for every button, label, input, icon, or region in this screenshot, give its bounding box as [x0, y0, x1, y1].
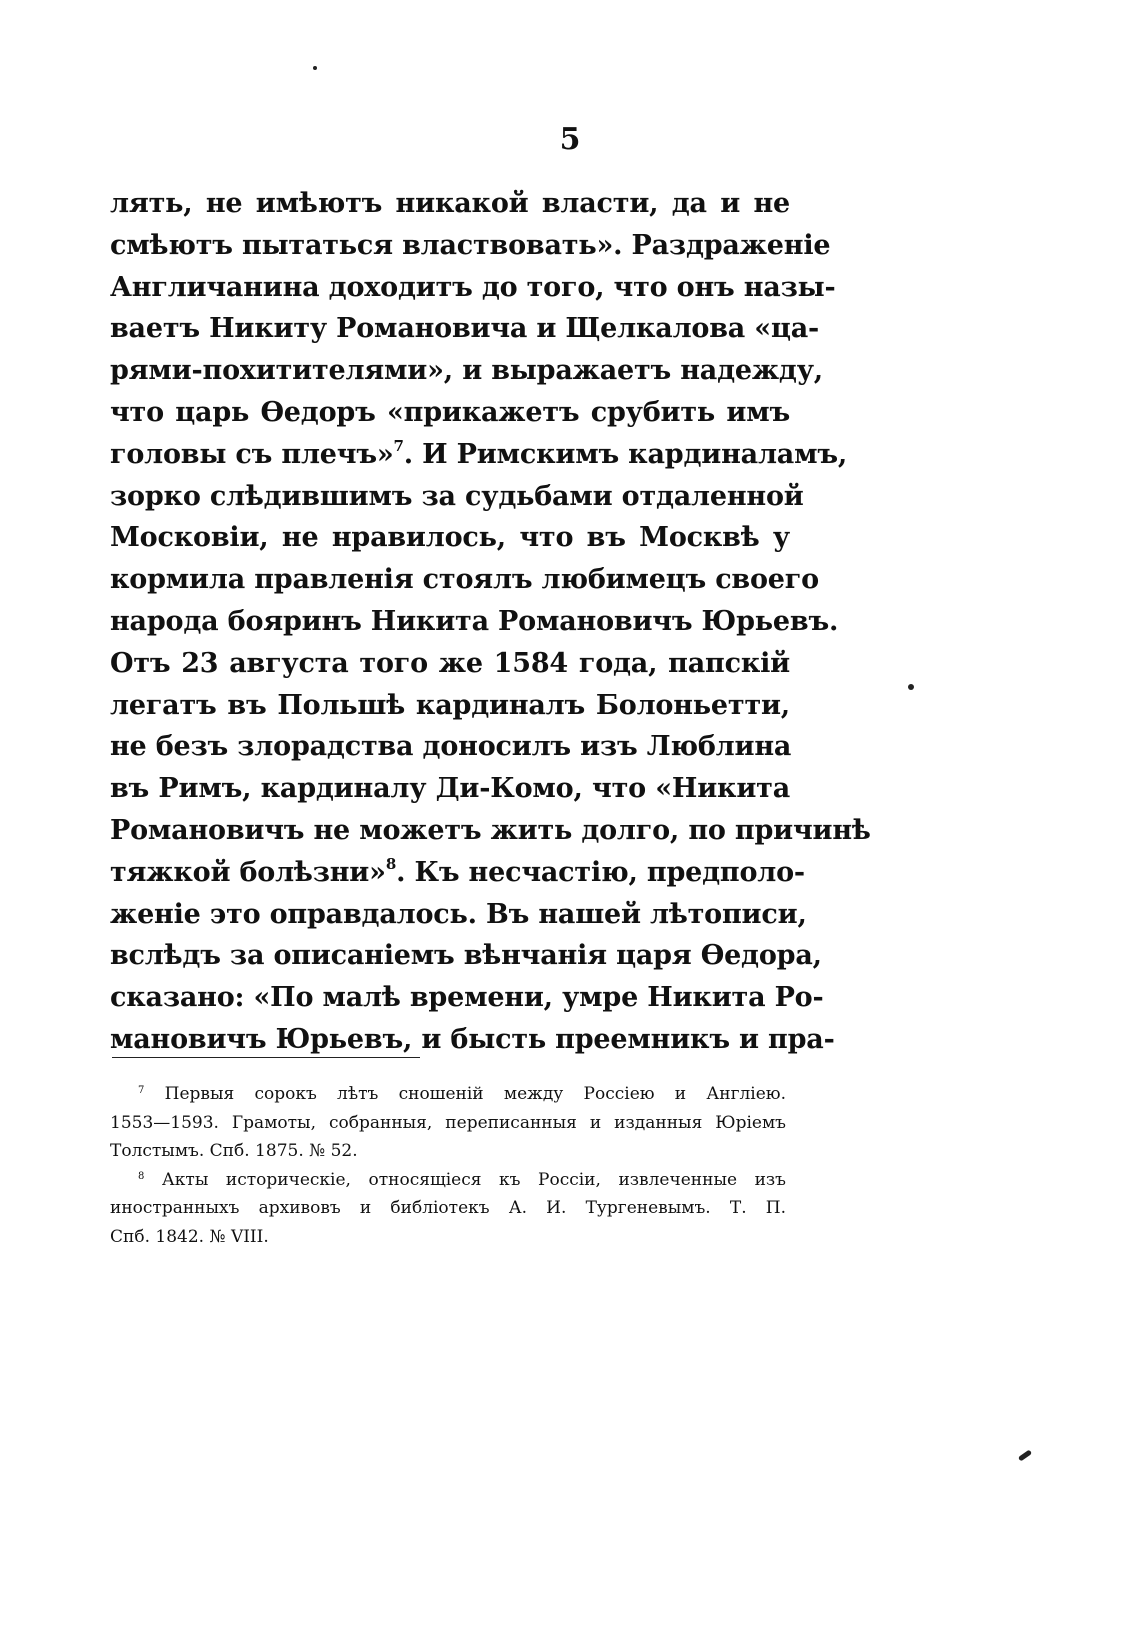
- text-line: Московіи, не нравилось, что въ Москвѣ у: [110, 522, 790, 554]
- text-line: ваетъ Никиту Романовича и Щелкалова «ца-: [110, 313, 819, 345]
- text-fragment: тяжкой болѣзни»: [110, 856, 386, 888]
- footnote-8-line: Спб. 1842. № VIII.: [110, 1226, 269, 1247]
- text-line: смѣютъ пытаться властвовать». Раздраженіе: [110, 229, 831, 261]
- footnote-text: Первыя сорокъ лѣтъ сношеній между Россіею и Англіею.: [164, 1084, 787, 1104]
- text-fragment: . Къ несчастію, предполо-: [396, 856, 805, 888]
- text-fragment: головы съ плечъ»: [110, 438, 394, 470]
- speck-mark: [313, 66, 317, 70]
- text-line: въ Римъ, кардиналу Ди-Комо, что «Никита: [110, 773, 790, 805]
- footnote-text: Акты историческіе, относящіеся къ Россіи, извлеченные изъ: [161, 1169, 786, 1190]
- text-line: Отъ 23 августа того же 1584 года, папскій: [110, 647, 790, 679]
- footnotes: [110, 1080, 786, 1251]
- footnote-8-line: иностранныхъ архивовъ и библіотекъ А. И. Тургеневымъ. Т. П.: [110, 1198, 786, 1218]
- text-line: сказано: «По малѣ времени, умре Никита Ро-: [110, 982, 824, 1014]
- text-line: Англичанина доходитъ до того, что онъ назы-: [110, 271, 836, 303]
- footnote-8-mark: 8: [138, 1170, 145, 1182]
- text-line: кормила правленія стоялъ любимецъ своего: [110, 564, 819, 596]
- text-line: легатъ въ Польшѣ кардиналъ Болоньетти,: [110, 689, 790, 721]
- text-line: рями-похитителями», и выражаетъ надежду,: [110, 355, 823, 387]
- footnote-ref-7: 7: [393, 436, 404, 455]
- text-line: вслѣдъ за описаніемъ вѣнчанія царя Ѳедора,: [110, 940, 822, 972]
- footnote-separator: [112, 1057, 420, 1058]
- footnote-7-mark: 7: [138, 1085, 145, 1096]
- footnote-8-line: [110, 1166, 786, 1195]
- text-line: что царь Ѳедоръ «прикажетъ срубить имъ: [110, 396, 790, 428]
- speck-mark: [908, 684, 914, 690]
- text-line: Романовичъ не можетъ жить долго, по причинѣ: [110, 814, 871, 846]
- text-line: не безъ злорадства доносилъ изъ Люблина: [110, 731, 792, 763]
- footnote-7-line: 1553—1593. Грамоты, собранныя, переписанныя и изданныя Юріемъ: [110, 1112, 786, 1133]
- text-line: [110, 852, 805, 894]
- footnote-ref-8: 8: [385, 854, 397, 873]
- text-fragment: . И Римскимъ кардиналамъ,: [403, 438, 848, 470]
- text-line: [110, 434, 848, 476]
- text-line: лять, не имѣютъ никакой власти, да и не: [110, 188, 790, 219]
- text-line: народа бояринъ Никита Романовичъ Юрьевъ.: [110, 605, 839, 637]
- footnote-7-line: [110, 1080, 786, 1109]
- footnote-7-line: Толстымъ. Спб. 1875. № 52.: [110, 1141, 358, 1161]
- page-number: 5: [559, 122, 581, 157]
- text-line: зорко слѣдившимъ за судьбами отдаленной: [110, 480, 804, 512]
- body-text: [110, 183, 871, 1061]
- text-line: мановичъ Юрьевъ, и бысть преемникъ и пра-: [110, 1023, 835, 1055]
- text-line: женіе это оправдалось. Въ нашей лѣтописи,: [110, 898, 807, 930]
- speck-mark: [1018, 1449, 1032, 1461]
